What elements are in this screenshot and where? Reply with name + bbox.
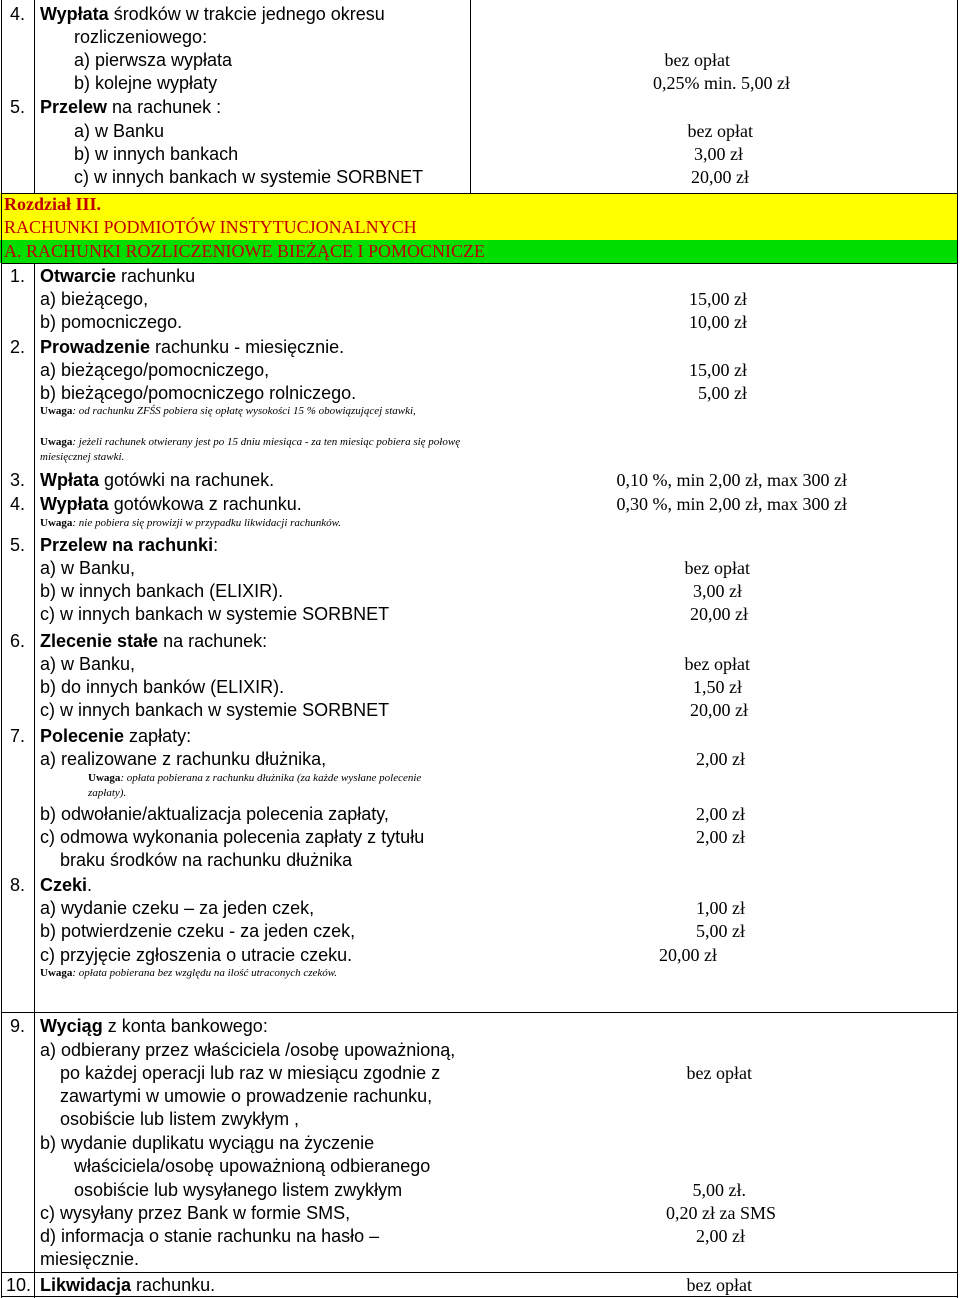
fee-value: 15,00 zł: [689, 360, 747, 380]
fee-value: 1,00 zł: [696, 898, 745, 918]
sub-item: a) bieżącego/pomocniczego,: [40, 360, 270, 380]
sub-item: b) kolejne wypłaty: [74, 73, 218, 93]
item-number: 1.: [10, 266, 26, 286]
fee-value: 5,00 zł: [698, 383, 747, 403]
note-half-month: Uwaga: jeżeli rachunek otwierany jest po 15 dniu miesiąca - za ten miesiąc pobiera się połowę miesięcznej stawki.: [40, 436, 461, 463]
fee-value: 15,00 zł: [689, 289, 747, 309]
note-liquidation: Uwaga: nie pobiera się prowizji w przypadku likwidacji rachunków.: [40, 517, 341, 529]
fee-value: bez opłat: [684, 654, 750, 674]
fee-value: 2,00 zł: [696, 804, 745, 824]
sub-item: b) bieżącego/pomocniczego rolniczego.: [40, 383, 357, 403]
sub-item: a) bieżącego,: [40, 289, 149, 309]
sub-item: b) w innych bankach: [74, 144, 239, 164]
fee-value: 2,00 zł: [696, 1226, 745, 1246]
sub-item: c) w innych bankach w systemie SORBNET: [40, 700, 390, 720]
fee-value: 2,00 zł: [696, 749, 745, 769]
fee-value: 0,10 %, min 2,00 zł, max 300 zł: [616, 470, 847, 490]
fee-value: 0,30 %, min 2,00 zł, max 300 zł: [616, 494, 847, 514]
section-a-bottom-line: [1, 263, 958, 264]
item-number: 9.: [10, 1016, 26, 1036]
fee-value: 3,00 zł: [694, 144, 743, 164]
row-divider: [1, 1272, 958, 1273]
note-cheques: Uwaga: opłata pobierana bez względu na ilość utraconych czeków.: [40, 967, 338, 979]
fee-value: bez opłat: [686, 1275, 752, 1295]
item-title: Zlecenie stałe na rachunek:: [40, 631, 268, 651]
sub-item: b) wydanie duplikatu wyciągu na życzenie: [40, 1133, 375, 1153]
fee-value: 3,00 zł: [693, 581, 742, 601]
chapter-title: RACHUNKI PODMIOTÓW INSTYTUCJONALNYCH: [4, 217, 417, 237]
item-number: 4.: [10, 4, 26, 24]
sub-item-cont: braku środków na rachunku dłużnika: [60, 850, 353, 870]
sub-item-cont: osobiście lub wysyłanego listem zwykłym: [74, 1180, 403, 1200]
fee-value: 10,00 zł: [689, 312, 747, 332]
number-column-divider: [34, 263, 35, 1298]
sub-item: a) w Banku,: [40, 558, 136, 578]
fee-value: 1,50 zł: [693, 677, 742, 697]
sub-item: a) pierwsza wypłata: [74, 50, 233, 70]
item-title: Przelew na rachunki:: [40, 535, 219, 555]
sub-item-cont: osobiście lub listem zwykłym ,: [60, 1109, 300, 1129]
item-title: Wypłata środków w trakcie jednego okresu: [40, 4, 385, 24]
fee-value: bez opłat: [686, 1063, 752, 1083]
fee-value: 5,00 zł.: [692, 1180, 746, 1200]
sub-item-cont: po każdej operacji lub raz w miesiącu zgodnie z: [60, 1063, 441, 1083]
fee-value: 2,00 zł: [696, 827, 745, 847]
item-title: Wypłata gotówkowa z rachunku.: [40, 494, 302, 514]
fee-value: 0,25% min. 5,00 zł: [653, 73, 790, 93]
item-number: 10.: [6, 1275, 32, 1295]
sub-item: d) informacja o stanie rachunku na hasło –: [40, 1226, 380, 1246]
number-column-divider: [34, 0, 35, 193]
sub-item: a) w Banku: [74, 121, 165, 141]
item-title: Wpłata gotówki na rachunek.: [40, 470, 275, 490]
item-number: 8.: [10, 875, 26, 895]
fee-value: 20,00 zł: [691, 167, 749, 187]
frame-left: [1, 0, 2, 1298]
item-title: Likwidacja rachunku.: [40, 1275, 216, 1295]
row-divider: [1, 1012, 958, 1013]
fee-value: 20,00 zł: [659, 945, 717, 965]
fee-column-divider: [470, 0, 471, 193]
fee-value: 0,20 zł za SMS: [666, 1203, 776, 1223]
item-number: 5.: [10, 535, 26, 555]
item-number: 4.: [10, 494, 26, 514]
item-number: 6.: [10, 631, 26, 651]
sub-item: a) w Banku,: [40, 654, 136, 674]
note-direct-debit: Uwaga: opłata pobierana z rachunku dłużnika (za każde wysłane polecenie zapłaty).: [88, 772, 422, 799]
item-title: Prowadzenie rachunku - miesięcznie.: [40, 337, 345, 357]
sub-item: b) odwołanie/aktualizacja polecenia zapłaty,: [40, 804, 389, 824]
sub-item: c) w innych bankach w systemie SORBNET: [74, 167, 424, 187]
item-title-cont: rozliczeniowego:: [74, 27, 208, 47]
sub-item: c) przyjęcie zgłoszenia o utracie czeku.: [40, 945, 353, 965]
fee-value: bez opłat: [664, 50, 730, 70]
item-number: 5.: [10, 97, 26, 117]
sub-item: c) w innych bankach w systemie SORBNET: [40, 604, 390, 624]
item-title: Polecenie zapłaty:: [40, 726, 192, 746]
item-number: 7.: [10, 726, 26, 746]
sub-item: a) wydanie czeku – za jeden czek,: [40, 898, 315, 918]
item-title: Otwarcie rachunku: [40, 266, 196, 286]
sub-item: a) odbierany przez właściciela /osobę upoważnioną,: [40, 1040, 456, 1060]
sub-item: a) realizowane z rachunku dłużnika,: [40, 749, 327, 769]
sub-item: b) pomocniczego.: [40, 312, 183, 332]
item-title: Wyciąg z konta bankowego:: [40, 1016, 268, 1036]
item-number: 2.: [10, 337, 26, 357]
chapter-top-line: [1, 193, 958, 194]
frame-right: [957, 0, 958, 1298]
item-number: 3.: [10, 470, 26, 490]
note-zfss: Uwaga: od rachunku ZFŚS pobiera się opłatę wysokości 15 % obowiązującej stawki,: [40, 405, 416, 417]
sub-item: c) wysyłany przez Bank w formie SMS,: [40, 1203, 351, 1223]
sub-item: b) do innych banków (ELIXIR).: [40, 677, 285, 697]
chapter-number: Rozdział III.: [4, 194, 102, 214]
fee-value: 20,00 zł: [690, 604, 748, 624]
item-title: Przelew na rachunek :: [40, 97, 222, 117]
sub-item-cont: zawartymi w umowie o prowadzenie rachunku,: [60, 1086, 433, 1106]
sub-item: c) odmowa wykonania polecenia zapłaty z tytułu: [40, 827, 425, 847]
fee-value: 20,00 zł: [690, 700, 748, 720]
sub-item-cont: właściciela/osobę upoważnioną odbieranego: [74, 1156, 431, 1176]
sub-item: b) w innych bankach (ELIXIR).: [40, 581, 284, 601]
section-a-title: A. RACHUNKI ROZLICZENIOWE BIEŻĄCE I POMOCNICZE: [4, 241, 485, 261]
sub-item: b) potwierdzenie czeku - za jeden czek,: [40, 921, 356, 941]
item-title: Czeki.: [40, 875, 93, 895]
sub-item-cont: miesięcznie.: [40, 1249, 140, 1269]
fee-value: bez opłat: [687, 121, 753, 141]
fee-value: bez opłat: [684, 558, 750, 578]
fee-value: 5,00 zł: [696, 921, 745, 941]
